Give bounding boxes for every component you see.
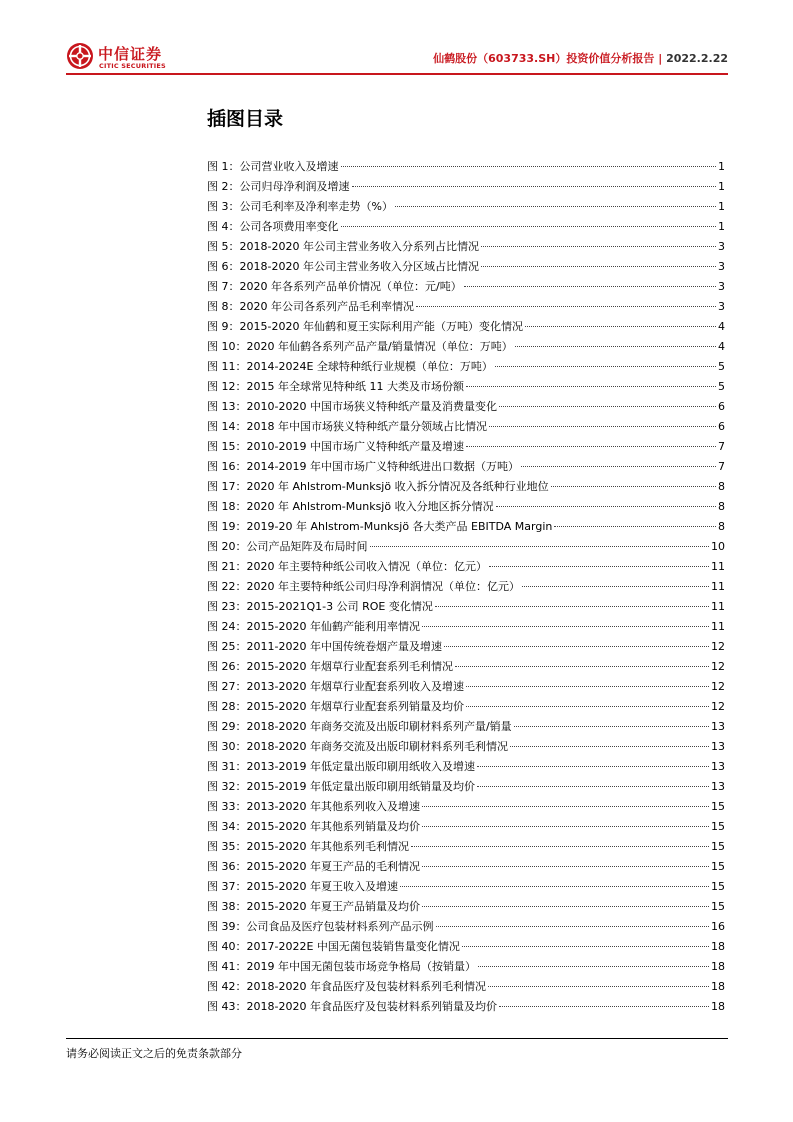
toc-dot-leader xyxy=(477,786,709,787)
toc-entry-page: 18 xyxy=(711,940,725,953)
toc-entry[interactable] xyxy=(207,397,725,417)
toc-entry[interactable] xyxy=(207,757,725,777)
toc-dot-leader xyxy=(395,206,716,207)
toc-entry-label: 图 29：2018-2020 年商务交流及出版印刷材料系列产量/销量 xyxy=(207,720,512,733)
toc-entry-label: 图 17：2020 年 Ahlstrom-Munksjö 收入拆分情况及各纸种行业地位 xyxy=(207,480,549,493)
toc-entry[interactable] xyxy=(207,437,725,457)
toc-entry-page: 11 xyxy=(711,600,725,613)
toc-entry-label: 图 10：2020 年仙鹤各系列产品产量/销量情况（单位：万吨） xyxy=(207,340,513,353)
toc-entry[interactable] xyxy=(207,497,725,517)
toc-entry[interactable] xyxy=(207,817,725,837)
toc-dot-leader xyxy=(525,326,716,327)
page-title: 插图目录 xyxy=(207,108,284,130)
toc-entry[interactable] xyxy=(207,457,725,477)
toc-entry-page: 18 xyxy=(711,1000,725,1013)
toc-dot-leader xyxy=(422,806,709,807)
toc-entry-page: 3 xyxy=(718,280,725,293)
toc-entry[interactable] xyxy=(207,697,725,717)
toc-entry-page: 15 xyxy=(711,900,725,913)
toc-entry[interactable] xyxy=(207,917,725,937)
toc-dot-leader xyxy=(416,306,716,307)
toc-dot-leader xyxy=(411,846,709,847)
toc-entry-label: 图 28：2015-2020 年烟草行业配套系列销量及均价 xyxy=(207,700,464,713)
toc-entry-label: 图 32：2015-2019 年低定量出版印刷用纸销量及均价 xyxy=(207,780,475,793)
toc-entry-label: 图 22：2020 年主要特种纸公司归母净利润情况（单位：亿元） xyxy=(207,580,520,593)
toc-entry-page: 12 xyxy=(711,700,725,713)
logo-text-cn: 中信证券 xyxy=(98,45,163,63)
toc-dot-leader xyxy=(496,506,716,507)
footer-divider xyxy=(66,1038,728,1039)
toc-entry[interactable] xyxy=(207,357,725,377)
toc-dot-leader xyxy=(422,826,709,827)
toc-entry-label: 图 27：2013-2020 年烟草行业配套系列收入及增速 xyxy=(207,680,464,693)
toc-dot-leader xyxy=(352,186,717,187)
toc-entry-page: 6 xyxy=(718,420,725,433)
report-date: 2022.2.22 xyxy=(666,52,728,65)
toc-entry-label: 图 14：2018 年中国市场狭义特种纸产量分领域占比情况 xyxy=(207,420,487,433)
toc-entry[interactable] xyxy=(207,877,725,897)
toc-entry[interactable] xyxy=(207,997,725,1017)
toc-entry-page: 11 xyxy=(711,580,725,593)
toc-entry-page: 3 xyxy=(718,300,725,313)
toc-dot-leader xyxy=(466,386,716,387)
toc-entry-page: 5 xyxy=(718,360,725,373)
toc-entry[interactable] xyxy=(207,737,725,757)
citic-logo-icon xyxy=(66,42,94,70)
toc-entry-label: 图 3：公司毛利率及净利率走势（%） xyxy=(207,200,393,213)
toc-dot-leader xyxy=(481,246,716,247)
toc-dot-leader xyxy=(488,986,709,987)
toc-entry-page: 5 xyxy=(718,380,725,393)
toc-entry[interactable] xyxy=(207,597,725,617)
toc-dot-leader xyxy=(462,946,709,947)
toc-entry-label: 图 26：2015-2020 年烟草行业配套系列毛利情况 xyxy=(207,660,453,673)
toc-entry-page: 1 xyxy=(718,220,725,233)
toc-entry[interactable] xyxy=(207,557,725,577)
toc-entry-page: 3 xyxy=(718,260,725,273)
toc-entry[interactable] xyxy=(207,797,725,817)
toc-entry-label: 图 41：2019 年中国无菌包装市场竞争格局（按销量） xyxy=(207,960,476,973)
toc-dot-leader xyxy=(464,286,716,287)
toc-dot-leader xyxy=(455,666,709,667)
toc-dot-leader xyxy=(521,466,716,467)
toc-dot-leader xyxy=(515,346,716,347)
toc-entry-label: 图 37：2015-2020 年夏王收入及增速 xyxy=(207,880,398,893)
toc-entry-page: 8 xyxy=(718,520,725,533)
toc-entry-label: 图 4：公司各项费用率变化 xyxy=(207,220,339,233)
toc-entry[interactable] xyxy=(207,517,725,537)
toc-entry[interactable] xyxy=(207,617,725,637)
toc-entry[interactable] xyxy=(207,717,725,737)
toc-entry-page: 7 xyxy=(718,440,725,453)
toc-entry-page: 15 xyxy=(711,880,725,893)
toc-dot-leader xyxy=(436,926,710,927)
toc-dot-leader xyxy=(422,626,709,627)
toc-entry-label: 图 36：2015-2020 年夏王产品的毛利情况 xyxy=(207,860,420,873)
toc-entry-page: 1 xyxy=(718,200,725,213)
toc-entry-label: 图 35：2015-2020 年其他系列毛利情况 xyxy=(207,840,409,853)
report-title: 仙鹤股份（603733.SH）投资价值分析报告 xyxy=(433,52,655,65)
toc-entry-label: 图 6：2018-2020 年公司主营业务收入分区域占比情况 xyxy=(207,260,479,273)
report-header-info xyxy=(433,50,728,66)
toc-dot-leader xyxy=(466,706,709,707)
toc-entry-label: 图 13：2010-2020 中国市场狭义特种纸产量及消费量变化 xyxy=(207,400,497,413)
page-header xyxy=(66,38,728,74)
toc-dot-leader xyxy=(400,886,709,887)
toc-entry-page: 13 xyxy=(711,720,725,733)
toc-entry-label: 图 18：2020 年 Ahlstrom-Munksjö 收入分地区拆分情况 xyxy=(207,500,494,513)
toc-entry[interactable] xyxy=(207,197,725,217)
toc-entry-label: 图 1：公司营业收入及增速 xyxy=(207,160,339,173)
toc-entry-page: 13 xyxy=(711,740,725,753)
toc-entry-page: 15 xyxy=(711,840,725,853)
toc-entry-page: 12 xyxy=(711,660,725,673)
toc-entry-page: 4 xyxy=(718,320,725,333)
toc-entry-page: 12 xyxy=(711,640,725,653)
toc-entry[interactable] xyxy=(207,657,725,677)
toc-entry-page: 15 xyxy=(711,860,725,873)
toc-entry-label: 图 7：2020 年各系列产品单价情况（单位：元/吨） xyxy=(207,280,462,293)
toc-entry-label: 图 8：2020 年公司各系列产品毛利率情况 xyxy=(207,300,414,313)
toc-entry[interactable] xyxy=(207,377,725,397)
toc-dot-leader xyxy=(514,726,709,727)
toc-entry-label: 图 25：2011-2020 年中国传统卷烟产量及增速 xyxy=(207,640,442,653)
toc-dot-leader xyxy=(489,566,709,567)
toc-entry-page: 6 xyxy=(718,400,725,413)
toc-entry-label: 图 15：2010-2019 中国市场广义特种纸产量及增速 xyxy=(207,440,464,453)
toc-entry-page: 13 xyxy=(711,780,725,793)
toc-entry[interactable] xyxy=(207,937,725,957)
toc-entry-page: 10 xyxy=(711,540,725,553)
toc-entry-page: 15 xyxy=(711,800,725,813)
logo-text-en: CITIC SECURITIES xyxy=(99,62,166,70)
toc-dot-leader xyxy=(422,866,709,867)
footer-disclaimer: 请务必阅读正文之后的免责条款部分 xyxy=(66,1047,242,1060)
citic-logo xyxy=(66,42,186,72)
toc-dot-leader xyxy=(554,526,716,527)
toc-entry-label: 图 39：公司食品及医疗包装材料系列产品示例 xyxy=(207,920,434,933)
toc-entry-page: 11 xyxy=(711,620,725,633)
toc-entry-label: 图 11：2014-2024E 全球特种纸行业规模（单位：万吨） xyxy=(207,360,493,373)
toc-dot-leader xyxy=(444,646,709,647)
toc-entry-page: 1 xyxy=(718,180,725,193)
toc-dot-leader xyxy=(466,446,716,447)
toc-entry-page: 8 xyxy=(718,480,725,493)
toc-entry-label: 图 31：2013-2019 年低定量出版印刷用纸收入及增速 xyxy=(207,760,475,773)
toc-entry[interactable] xyxy=(207,157,725,177)
toc-entry-page: 13 xyxy=(711,760,725,773)
toc-entry[interactable] xyxy=(207,297,725,317)
toc-entry-label: 图 2：公司归母净利润及增速 xyxy=(207,180,350,193)
toc-entry-page: 3 xyxy=(718,240,725,253)
toc-entry-label: 图 9：2015-2020 年仙鹤和夏王实际利用产能（万吨）变化情况 xyxy=(207,320,523,333)
toc-dot-leader xyxy=(510,746,709,747)
toc-dot-leader xyxy=(522,586,709,587)
toc-entry[interactable] xyxy=(207,477,725,497)
toc-entry-page: 7 xyxy=(718,460,725,473)
toc-dot-leader xyxy=(481,266,716,267)
toc-dot-leader xyxy=(341,166,717,167)
toc-entry-label: 图 20：公司产品矩阵及布局时间 xyxy=(207,540,368,553)
toc-entry[interactable] xyxy=(207,537,725,557)
figure-list xyxy=(207,157,725,1017)
toc-entry-page: 8 xyxy=(718,500,725,513)
toc-entry-label: 图 42：2018-2020 年食品医疗及包装材料系列毛利情况 xyxy=(207,980,486,993)
toc-entry-page: 15 xyxy=(711,820,725,833)
toc-entry[interactable] xyxy=(207,577,725,597)
toc-entry-label: 图 16：2014-2019 年中国市场广义特种纸进出口数据（万吨） xyxy=(207,460,519,473)
toc-entry[interactable] xyxy=(207,237,725,257)
header-divider xyxy=(66,73,728,75)
header-separator: | xyxy=(658,52,663,65)
toc-entry-label: 图 23：2015-2021Q1-3 公司 ROE 变化情况 xyxy=(207,600,433,613)
toc-entry[interactable] xyxy=(207,637,725,657)
toc-dot-leader xyxy=(466,686,709,687)
toc-entry[interactable] xyxy=(207,337,725,357)
toc-entry-page: 16 xyxy=(711,920,725,933)
toc-entry[interactable] xyxy=(207,257,725,277)
toc-dot-leader xyxy=(341,226,717,227)
toc-entry-label: 图 5：2018-2020 年公司主营业务收入分系列占比情况 xyxy=(207,240,479,253)
toc-dot-leader xyxy=(370,546,710,547)
toc-dot-leader xyxy=(499,406,716,407)
toc-entry-page: 4 xyxy=(718,340,725,353)
toc-entry-page: 18 xyxy=(711,960,725,973)
toc-dot-leader xyxy=(477,766,709,767)
toc-entry-page: 18 xyxy=(711,980,725,993)
toc-entry-label: 图 30：2018-2020 年商务交流及出版印刷材料系列毛利情况 xyxy=(207,740,508,753)
toc-entry[interactable] xyxy=(207,417,725,437)
toc-entry-label: 图 43：2018-2020 年食品医疗及包装材料系列销量及均价 xyxy=(207,1000,497,1013)
toc-entry[interactable] xyxy=(207,677,725,697)
toc-entry-page: 1 xyxy=(718,160,725,173)
toc-dot-leader xyxy=(489,426,716,427)
toc-entry[interactable] xyxy=(207,177,725,197)
toc-dot-leader xyxy=(422,906,709,907)
toc-entry-page: 12 xyxy=(711,680,725,693)
toc-entry[interactable] xyxy=(207,317,725,337)
toc-entry-label: 图 24：2015-2020 年仙鹤产能利用率情况 xyxy=(207,620,420,633)
toc-dot-leader xyxy=(499,1006,709,1007)
toc-entry[interactable] xyxy=(207,957,725,977)
toc-entry[interactable] xyxy=(207,857,725,877)
toc-entry-label: 图 12：2015 年全球常见特种纸 11 大类及市场份额 xyxy=(207,380,464,393)
toc-entry[interactable] xyxy=(207,777,725,797)
toc-dot-leader xyxy=(435,606,709,607)
toc-entry[interactable] xyxy=(207,277,725,297)
toc-dot-leader xyxy=(495,366,716,367)
toc-entry-label: 图 33：2013-2020 年其他系列收入及增速 xyxy=(207,800,420,813)
toc-entry[interactable] xyxy=(207,897,725,917)
toc-dot-leader xyxy=(551,486,716,487)
toc-entry-label: 图 34：2015-2020 年其他系列销量及均价 xyxy=(207,820,420,833)
toc-entry-label: 图 38：2015-2020 年夏王产品销量及均价 xyxy=(207,900,420,913)
toc-entry[interactable] xyxy=(207,217,725,237)
toc-entry-label: 图 40：2017-2022E 中国无菌包装销售量变化情况 xyxy=(207,940,460,953)
toc-entry-label: 图 21：2020 年主要特种纸公司收入情况（单位：亿元） xyxy=(207,560,487,573)
toc-entry-label: 图 19：2019-20 年 Ahlstrom-Munksjö 各大类产品 EBITDA Margin xyxy=(207,520,553,533)
toc-entry[interactable] xyxy=(207,837,725,857)
toc-entry-page: 11 xyxy=(711,560,725,573)
toc-dot-leader xyxy=(478,966,709,967)
toc-entry[interactable] xyxy=(207,977,725,997)
